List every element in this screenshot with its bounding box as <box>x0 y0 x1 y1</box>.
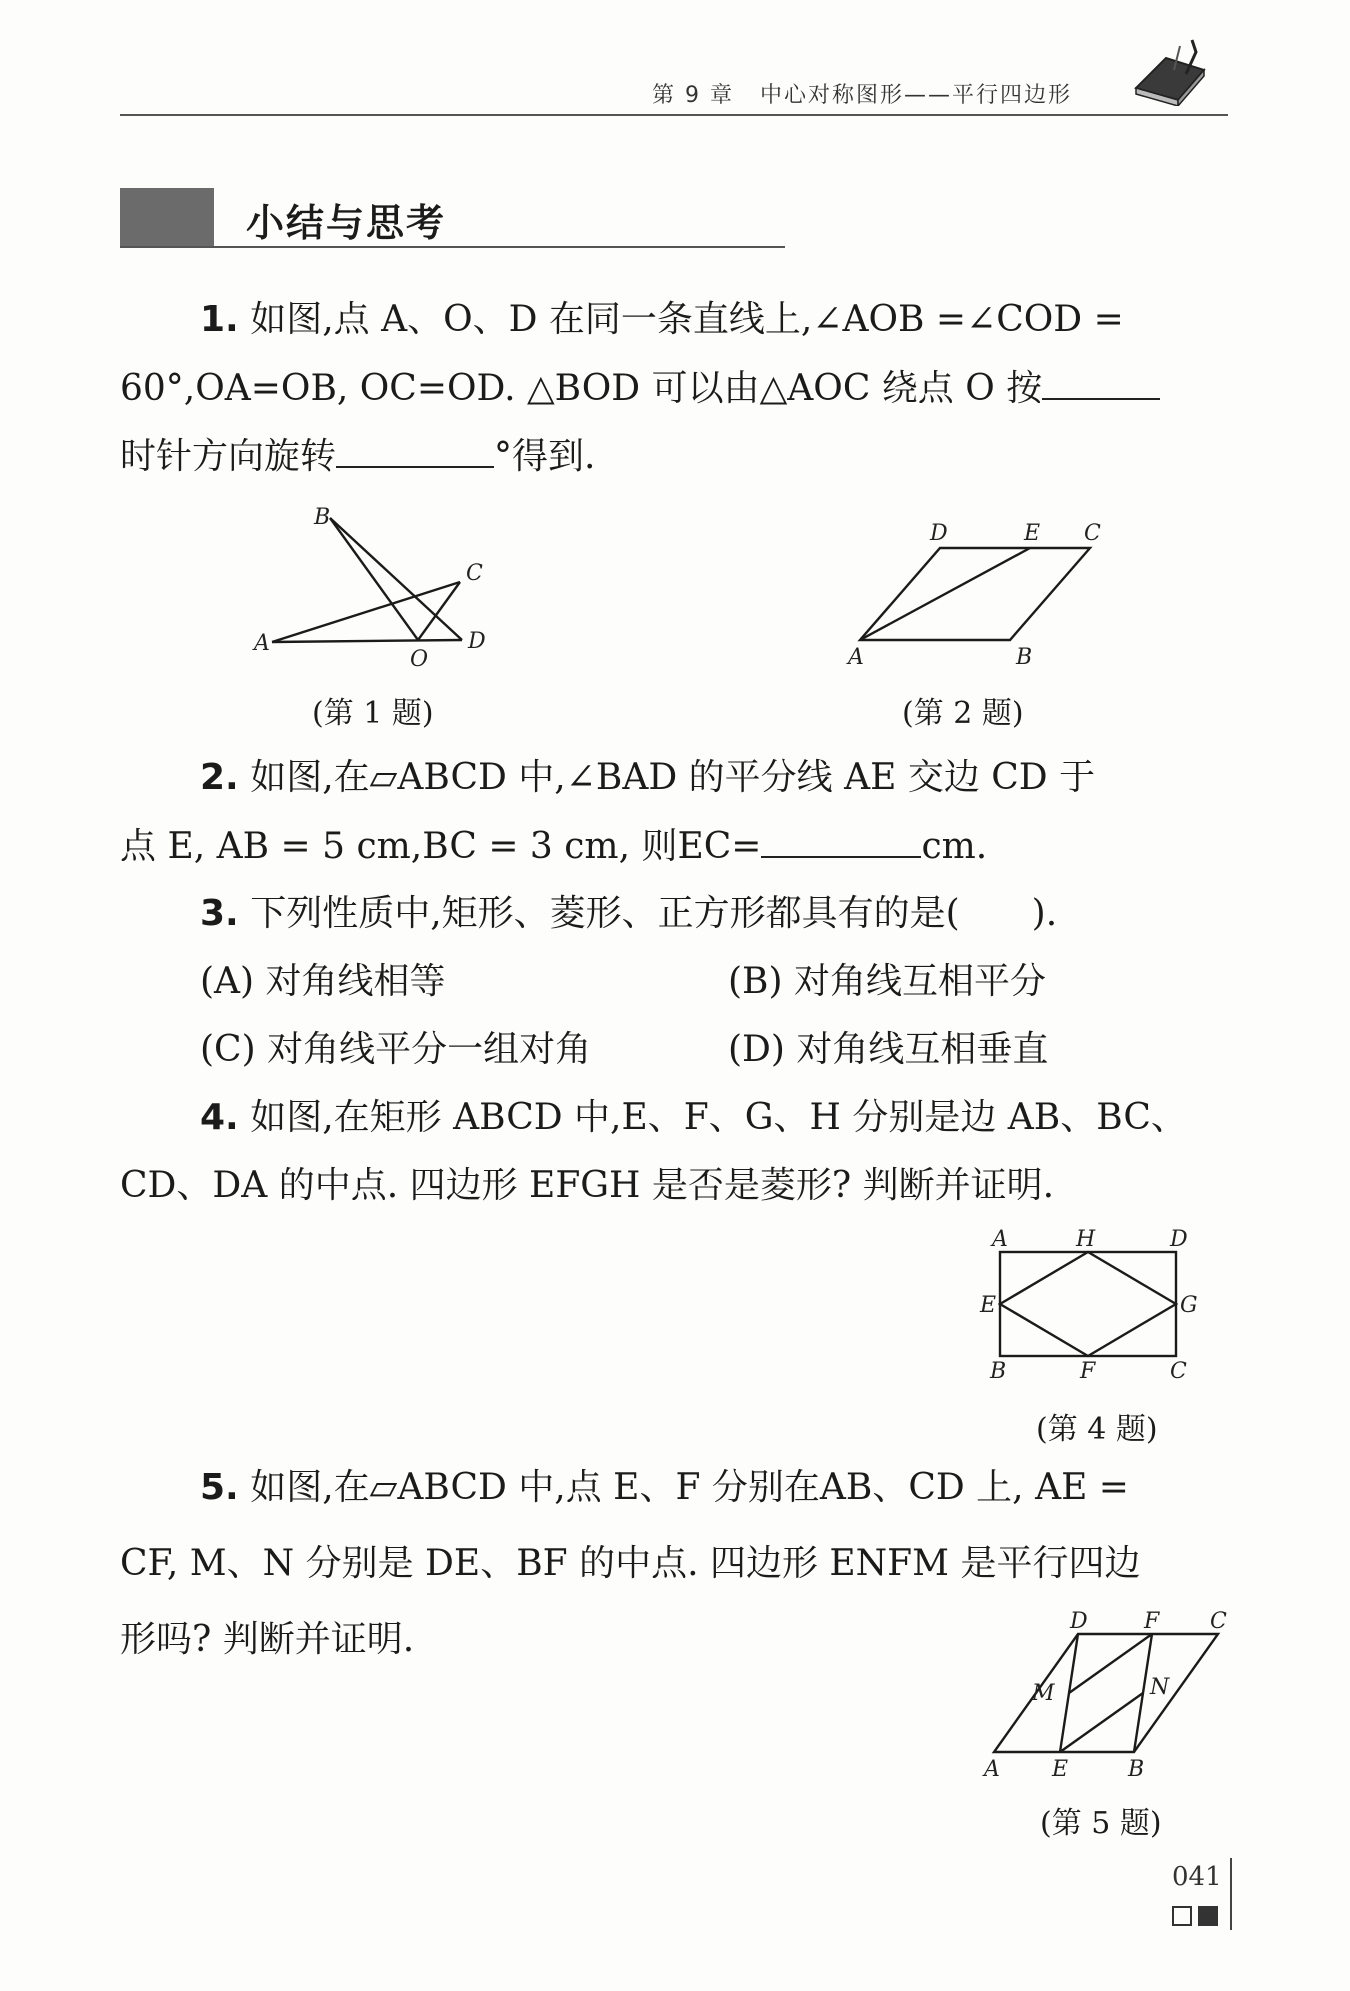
fig2-label-e: E <box>1024 521 1041 546</box>
q2-text-2b: cm. <box>921 826 988 867</box>
page-number-rule <box>1230 1858 1232 1930</box>
fig1-label-c: C <box>466 561 483 586</box>
figure-1 <box>240 500 530 670</box>
fig5-line-en <box>1060 1693 1143 1752</box>
fig1-label-b: B <box>314 505 331 530</box>
fig5-label-n: N <box>1150 1675 1170 1700</box>
q1-blank-direction[interactable] <box>1042 364 1160 400</box>
fig4-label-b: B <box>990 1359 1007 1380</box>
q2-number: 2. <box>200 757 239 798</box>
q2-blank-ec[interactable] <box>761 822 921 858</box>
q1-blank-angle[interactable] <box>336 432 494 468</box>
fig4-rhombus <box>1000 1252 1176 1356</box>
fig5-label-e: E <box>1052 1757 1069 1782</box>
chapter-label: 第 9 章 <box>652 83 734 108</box>
caption-fig2: (第 2 题) <box>902 696 1024 731</box>
fig5-label-b: B <box>1128 1757 1145 1782</box>
q3-option-b: (B) 对角线互相平分 <box>728 961 1046 1002</box>
q1-text-3b: °得到. <box>494 436 596 477</box>
q3-text: 下列性质中,矩形、菱形、正方形都具有的是( ). <box>250 893 1058 934</box>
fig2-line-ae <box>860 548 1030 640</box>
section-rule <box>120 246 785 248</box>
q3-option-d: (D) 对角线互相垂直 <box>728 1029 1049 1070</box>
q2-line1 <box>200 754 1228 802</box>
q4-text-2: CD、DA 的中点. 四边形 EFGH 是否是菱形? 判断并证明. <box>120 1165 1055 1206</box>
figure-2 <box>840 510 1130 670</box>
q5-number: 5. <box>200 1467 239 1508</box>
caption-fig5: (第 5 题) <box>1040 1806 1162 1841</box>
fig4-label-d: D <box>1170 1227 1188 1252</box>
fig4-label-h: H <box>1076 1227 1096 1252</box>
q1-line3 <box>120 432 1228 481</box>
q1-line1 <box>200 296 1228 344</box>
header-rule <box>120 114 1228 116</box>
q3-number: 3. <box>200 893 239 934</box>
q5-text-1: 如图,在▱ABCD 中,点 E、F 分别在AB、CD 上, AE = <box>250 1467 1129 1508</box>
fig1-label-d: D <box>468 629 486 654</box>
page-number: 041 <box>1172 1862 1222 1892</box>
fig4-label-a: A <box>992 1227 1008 1252</box>
fig4-label-e: E <box>980 1293 997 1318</box>
q1-text-2: 60°,OA=OB, OC=OD. △BOD 可以由△AOC 绕点 O 按 <box>120 368 1043 409</box>
section-title: 小结与思考 <box>246 201 447 245</box>
fig5-label-m: M <box>1032 1681 1055 1706</box>
q1-text-3a: 时针方向旋转 <box>120 436 337 477</box>
q5-text-2: CF, M、N 分别是 DE、BF 的中点. 四边形 ENFM 是平行四边 <box>120 1543 1141 1584</box>
square-outline-icon <box>1172 1906 1192 1926</box>
q4-line1 <box>200 1094 1228 1142</box>
q3-option-c: (C) 对角线平分一组对角 <box>200 1029 592 1070</box>
fig2-parallelogram <box>860 548 1090 640</box>
fig2-label-c: C <box>1084 521 1101 546</box>
q1-line2 <box>120 364 1228 413</box>
caption-fig4: (第 4 题) <box>1036 1412 1158 1447</box>
q5-text-3: 形吗? 判断并证明. <box>120 1619 415 1660</box>
q2-line2 <box>120 822 1228 871</box>
fig1-line-ad <box>272 640 462 642</box>
chapter-title: 中心对称图形——平行四边形 <box>760 83 1073 108</box>
q5-line2 <box>120 1540 1228 1588</box>
fig5-label-d: D <box>1070 1610 1088 1634</box>
fig1-line-bo <box>330 518 418 640</box>
fig2-label-a: A <box>848 645 864 670</box>
fig1-label-o: O <box>410 647 429 670</box>
figure-4 <box>970 1220 1220 1380</box>
q4-text-1: 如图,在矩形 ABCD 中,E、F、G、H 分别是边 AB、BC、 <box>250 1097 1187 1138</box>
fig4-label-f: F <box>1080 1359 1096 1380</box>
fig4-label-g: G <box>1180 1293 1198 1318</box>
q3-option-a: (A) 对角线相等 <box>200 961 446 1002</box>
q4-number: 4. <box>200 1097 239 1138</box>
q3-stem <box>200 890 1228 938</box>
q4-line2 <box>120 1162 1228 1210</box>
fig1-line-bd <box>330 518 462 640</box>
fig2-label-b: B <box>1016 645 1033 670</box>
fig4-label-c: C <box>1170 1359 1187 1380</box>
book-icon <box>1130 30 1210 106</box>
q2-text-1: 如图,在▱ABCD 中,∠BAD 的平分线 AE 交边 CD 于 <box>250 757 1096 798</box>
fig2-label-d: D <box>930 521 948 546</box>
fig1-label-a: A <box>254 631 270 656</box>
q1-text-1: 如图,点 A、O、D 在同一条直线上,∠AOB =∠COD = <box>250 299 1124 340</box>
fig5-label-f: F <box>1144 1610 1160 1634</box>
q2-text-2a: 点 E, AB = 5 cm,BC = 3 cm, 则EC= <box>120 826 762 867</box>
q1-number: 1. <box>200 299 239 340</box>
fig5-label-c: C <box>1210 1610 1227 1634</box>
fig5-parallelogram <box>994 1634 1218 1752</box>
figure-5 <box>980 1610 1230 1790</box>
fig4-rectangle <box>1000 1252 1176 1356</box>
section-marker <box>120 188 214 246</box>
fig5-label-a: A <box>984 1757 1000 1782</box>
q5-line1 <box>200 1464 1228 1512</box>
caption-fig1: (第 1 题) <box>312 696 434 731</box>
fig5-line-mf <box>1069 1634 1152 1693</box>
square-filled-icon <box>1198 1906 1218 1926</box>
